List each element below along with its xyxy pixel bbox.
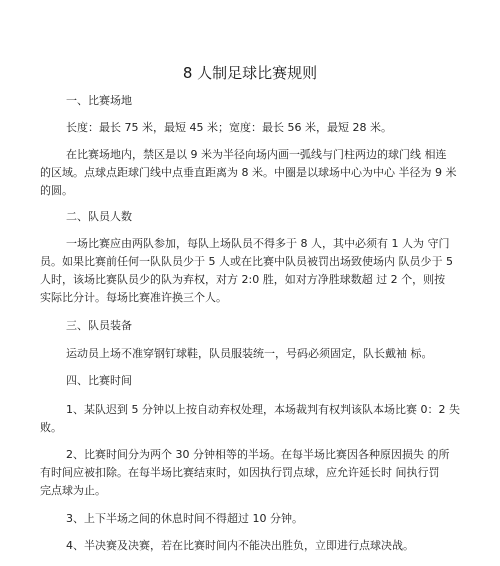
document-title: 8 人制足球比赛规则	[182, 64, 318, 82]
paragraph-line: 员。如果比赛前任何一队队员少于 5 人或在比赛中队员被罚出场致使场内 队员少于 5	[40, 255, 453, 268]
paragraph-line: 败。	[40, 421, 62, 434]
paragraph-line: 的圆。	[40, 184, 73, 197]
section-heading-equipment: 三、队员装备	[66, 319, 132, 332]
paragraph-line: 4、半决赛及决赛，若在比赛时间内不能决出胜负，立即进行点球决战。	[66, 539, 414, 552]
paragraph-line: 完点球为止。	[40, 484, 106, 497]
paragraph-line: 长度：最长 75 米，最短 45 米；宽度：最长 56 米，最短 28 米。	[66, 121, 392, 134]
section-heading-players: 二、队员人数	[66, 210, 132, 223]
paragraph-line: 运动员上场不准穿钢钉球鞋，队员服装统一，号码必须固定，队长戴袖 标。	[66, 347, 433, 360]
paragraph-line: 2、比赛时间分为两个 30 分钟相等的半场。在每半场比赛因各种原因损失 的所	[66, 448, 450, 461]
paragraph-line: 有时间应被扣除。在每半场比赛结束时，如因执行罚点球，应允许延长时 间执行罚	[40, 466, 440, 479]
paragraph-line: 3、上下半场之间的休息时间不得超过 10 分钟。	[66, 512, 303, 525]
paragraph-line: 的区域。点球点距球门线中点垂直距离为 8 米。中圈是以球场中心为中心 半径为 9 米	[40, 166, 457, 179]
paragraph-line: 1、某队迟到 5 分钟以上按自动弃权处理，本场裁判有权判该队本场比赛 0：2 失	[66, 403, 460, 416]
paragraph-line: 人时，该场比赛队员少的队为弃权，对方 2:0 胜，如对方净胜球数超 过 2 个，则按	[40, 273, 446, 286]
paragraph-line: 实际比分计。每场比赛准许换三个人。	[40, 291, 227, 304]
paragraph-line: 在比赛场地内，禁区是以 9 米为半径向场内画一弧线与门柱两边的球门线 相连	[66, 148, 447, 161]
paragraph-line: 一场比赛应由两队参加，每队上场队员不得多于 8 人，其中必须有 1 人为 守门	[66, 237, 450, 250]
section-heading-venue: 一、比赛场地	[66, 94, 132, 107]
section-heading-time: 四、比赛时间	[66, 374, 132, 387]
